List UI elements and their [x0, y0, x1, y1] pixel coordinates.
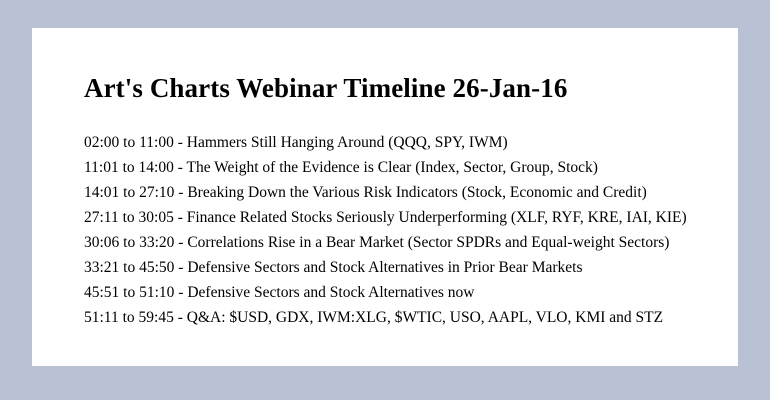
timeline-list: [84, 130, 724, 330]
page-title: Art's Charts Webinar Timeline 26-Jan-16: [84, 73, 568, 103]
list-item: 11:01 to 14:00 - The Weight of the Evidence is Clear (Index, Sector, Group, Stock): [84, 159, 598, 176]
list-item: 02:00 to 11:00 - Hammers Still Hanging Around (QQQ, SPY, IWM): [84, 134, 508, 151]
list-item: 27:11 to 30:05 - Finance Related Stocks Seriously Underperforming (XLF, RYF, KRE, IAI, KIE): [84, 209, 687, 226]
document-sheet: [32, 28, 738, 366]
list-item: 51:11 to 59:45 - Q&A: $USD, GDX, IWM:XLG, $WTIC, USO, AAPL, VLO, KMI and STZ: [84, 309, 664, 326]
list-item: 30:06 to 33:20 - Correlations Rise in a Bear Market (Sector SPDRs and Equal-weight Sectors): [84, 234, 670, 251]
list-item: 14:01 to 27:10 - Breaking Down the Various Risk Indicators (Stock, Economic and Credit): [84, 184, 647, 201]
list-item: 45:51 to 51:10 - Defensive Sectors and Stock Alternatives now: [84, 284, 475, 301]
list-item: 33:21 to 45:50 - Defensive Sectors and Stock Alternatives in Prior Bear Markets: [84, 259, 583, 276]
